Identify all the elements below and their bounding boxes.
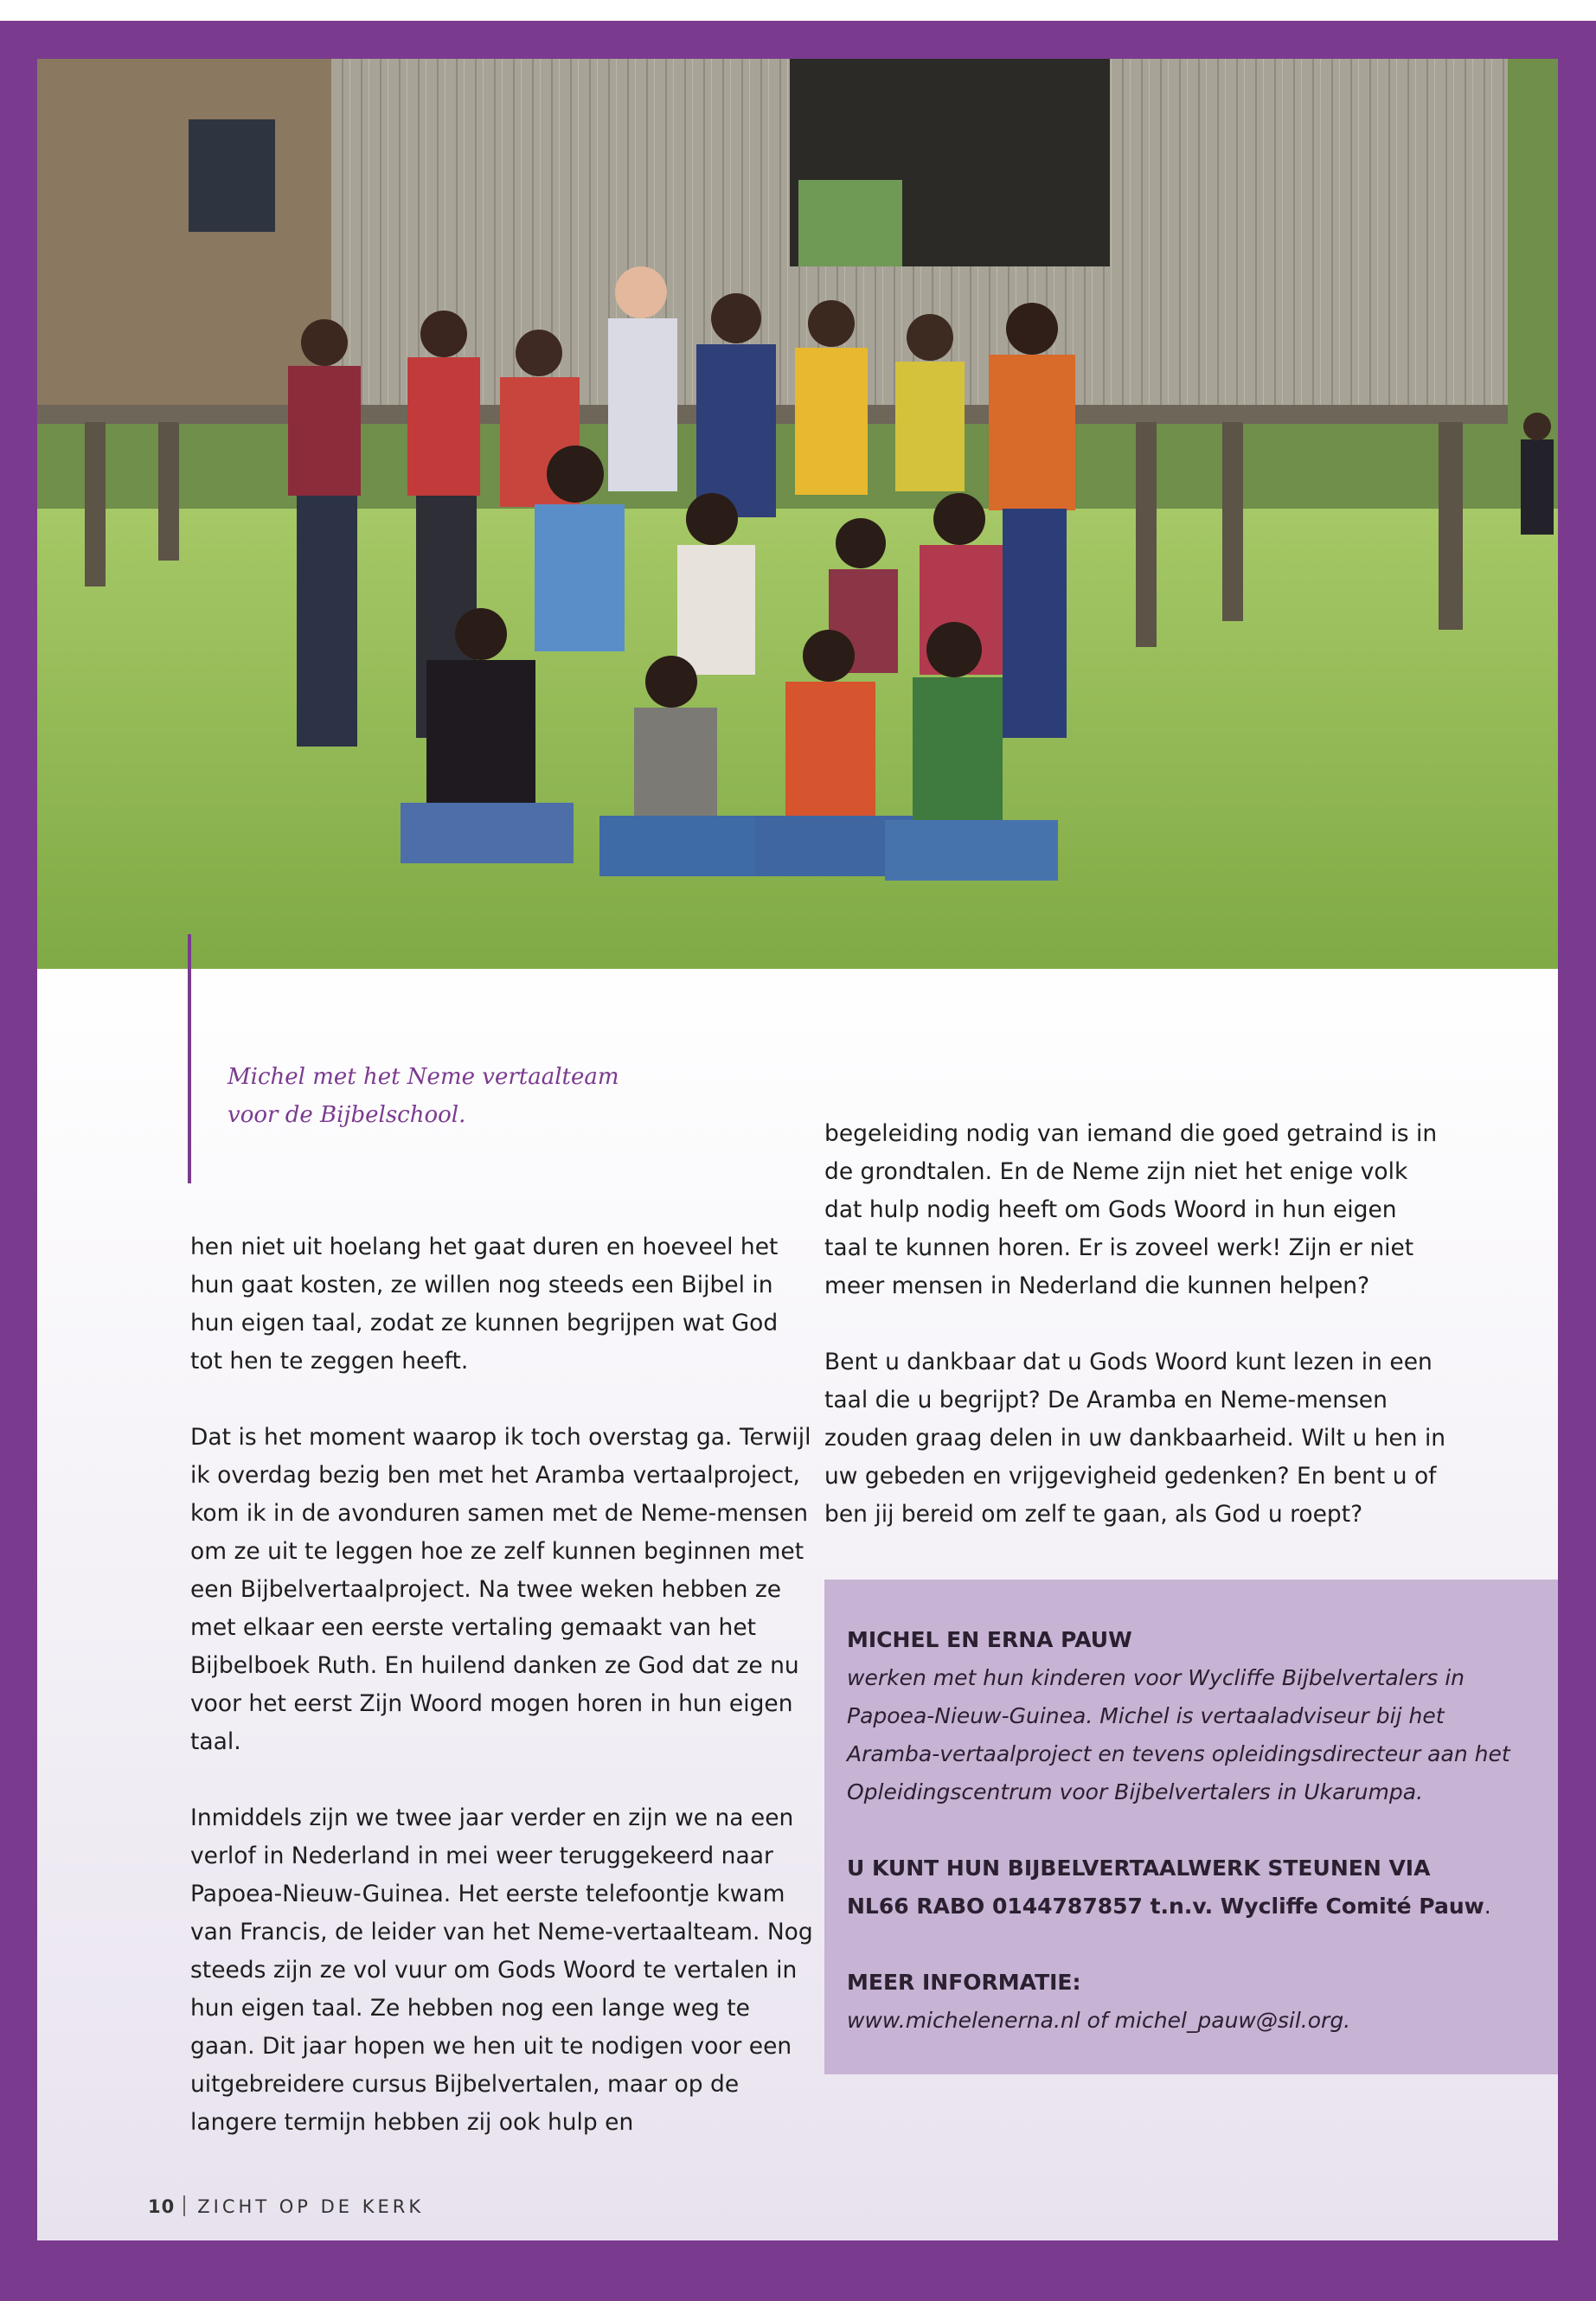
group-photo-image xyxy=(37,59,1558,969)
account-suffix: . xyxy=(1484,1894,1491,1919)
paragraph: begeleiding nodig van iemand die goed getraind is in de grondtalen. En de Neme zijn niet het enige volk dat hulp nodig heeft om Gods Woord in hun eigen taal te kunnen horen. Er is zoveel werk! Zijn er niet meer mensen in Nederland die kunnen helpen? xyxy=(824,1120,1438,1299)
name-heading: MICHEL EN ERNA PAUW xyxy=(847,1627,1132,1652)
article-column-right xyxy=(824,1115,1447,1534)
caption-line-1: Michel met het Neme vertaalteam xyxy=(228,1064,619,1090)
paragraph: Dat is het moment waarop ik toch overstag ga. Terwijl ik overdag bezig ben met het Aramba vertaalproject, kom ik in de avonduren samen met de Neme-mensen om ze uit te leggen hoe ze zelf kunnen beginnen met een Bijbelvertaalproject. Na twee weken hebben ze met elkaar een eerste vertaling gemaakt van het Bijbelboek Ruth. En huilend danken ze God dat ze nu voor het eerst Zijn Woord mogen horen in hun eigen taal. xyxy=(190,1424,811,1755)
page-footer xyxy=(148,2195,424,2217)
paragraph: Inmiddels zijn we twee jaar verder en zijn we na een verlof in Nederland in mei weer teruggekeerd naar Papoea-Nieuw-Guinea. Het eerste telefoontje kwam van Francis, de leider van het Neme-vertaalteam. Nog steeds zijn ze vol vuur om Gods Woord te vertalen in hun eigen taal. Ze hebben nog een lange weg te gaan. Dit jaar hopen we hen uit te nodigen voor een uitgebreidere cursus Bijbelvertalen, maar op de langere termijn hebben zij ook hulp en xyxy=(190,1804,813,2136)
group-photo xyxy=(37,59,1558,969)
caption-line-2: voor de Bijbelschool. xyxy=(228,1102,466,1128)
magazine-name: ZICHT OP DE KERK xyxy=(197,2196,425,2217)
more-info-heading: MEER INFORMATIE: xyxy=(847,1970,1081,1995)
support-heading: U KUNT HUN BIJBELVERTAALWERK STEUNEN VIA xyxy=(847,1856,1431,1881)
info-box-content xyxy=(847,1621,1539,2040)
article-column-left xyxy=(190,1228,813,2142)
bio-text: werken met hun kinderen voor Wycliffe Bijbelvertalers in Papoea-Nieuw-Guinea. Michel is vertaaladviseur bij het Aramba-vertaalproject en tevens opleidingsdirecteur aan het Opleidingscentrum voor Bijbelvertalers in Ukarumpa. xyxy=(847,1665,1510,1804)
top-white-strip xyxy=(0,0,1596,21)
footer-separator xyxy=(183,2195,185,2216)
info-box xyxy=(824,1580,1558,2074)
photo-caption xyxy=(228,1058,677,1134)
page-number: 10 xyxy=(148,2196,176,2217)
account-number: NL66 RABO 0144787857 t.n.v. Wycliffe Comité Pauw xyxy=(847,1894,1484,1919)
paragraph: hen niet uit hoelang het gaat duren en hoeveel het hun gaat kosten, ze willen nog steeds een Bijbel in hun eigen taal, zodat ze kunnen begrijpen wat God tot hen te zeggen heeft. xyxy=(190,1234,779,1375)
paragraph: Bent u dankbaar dat u Gods Woord kunt lezen in een taal die u begrijpt? De Aramba en Neme-mensen zouden graag delen in uw dankbaarheid. Wilt u hen in uw gebeden en vrijgevigheid gedenken? En bent u of ben jij bereid om zelf te gaan, als God u roept? xyxy=(824,1349,1446,1528)
contact-link[interactable]: www.michelenerna.nl of michel_pauw@sil.org. xyxy=(847,2008,1351,2033)
page xyxy=(37,59,1558,2240)
caption-rule xyxy=(188,934,191,1183)
